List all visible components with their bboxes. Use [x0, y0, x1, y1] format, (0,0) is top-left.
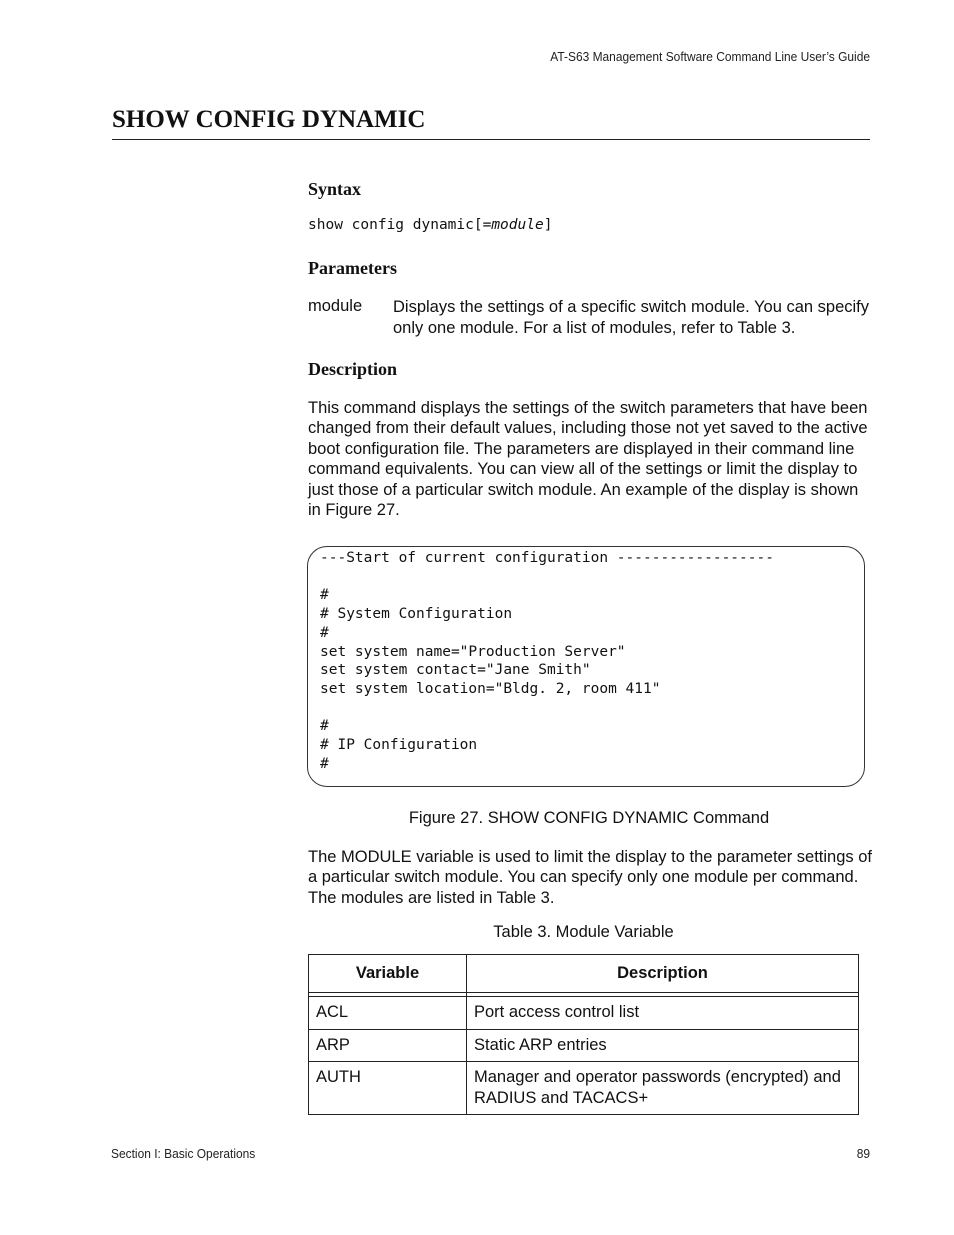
description-paragraph: This command displays the settings of the switch parameters that have been changed from their default values, including those not yet saved to the active boot configuration file. The parameters are displayed in their command line command equivalents. You can view all of the settings or limit the display to just those of a particular switch module. An example of the display is shown in Figure 27.	[308, 399, 868, 520]
table-row	[309, 1062, 859, 1115]
table-row	[309, 997, 859, 1030]
title-rule	[112, 139, 870, 140]
table-row	[309, 1029, 859, 1062]
syntax-command-prefix: show config dynamic[=	[308, 217, 492, 233]
table-cell-description: Port access control list	[467, 997, 859, 1030]
footer-page-number: 89	[856, 1146, 870, 1161]
table-header-description: Description	[467, 955, 859, 993]
syntax-command	[308, 217, 552, 233]
table-cell-variable: AUTH	[309, 1062, 467, 1115]
syntax-command-suffix: ]	[543, 217, 553, 233]
table-cell-variable: ACL	[309, 997, 467, 1030]
table-cell-description: Manager and operator passwords (encrypted) and RADIUS and TACACS+	[467, 1062, 859, 1115]
syntax-command-variable: module	[491, 217, 544, 233]
table-cell-variable: ARP	[309, 1029, 467, 1062]
table-cell-description: Static ARP entries	[467, 1029, 859, 1062]
figure-caption: Figure 27. SHOW CONFIG DYNAMIC Command	[408, 809, 770, 827]
parameter-description: Displays the settings of a specific switch module. You can specify only one module. For a list of modules, refer to Table 3.	[393, 298, 869, 337]
parameter-name: module	[308, 297, 363, 315]
running-header: AT-S63 Management Software Command Line User’s Guide	[550, 49, 870, 64]
table-header-row	[309, 955, 859, 993]
table-caption: Table 3. Module Variable	[493, 923, 674, 941]
parameters-heading: Parameters	[308, 258, 397, 278]
code-example: ---Start of current configuration ------------------ # # System Configuration # set system name="Production Server" set system contact="Jane Smith" set system location="Bldg. 2, room 411" # # IP Configuration #	[320, 550, 774, 772]
page-title: SHOW CONFIG DYNAMIC	[112, 106, 426, 133]
syntax-heading: Syntax	[308, 179, 362, 199]
module-variable-table	[308, 954, 859, 1115]
description-heading: Description	[308, 359, 397, 379]
module-paragraph: The MODULE variable is used to limit the display to the parameter settings of a particular switch module. You can specify only one module per command. The modules are listed in Table 3.	[308, 848, 873, 907]
footer-section: Section I: Basic Operations	[111, 1146, 256, 1161]
table-header-variable: Variable	[309, 955, 467, 993]
